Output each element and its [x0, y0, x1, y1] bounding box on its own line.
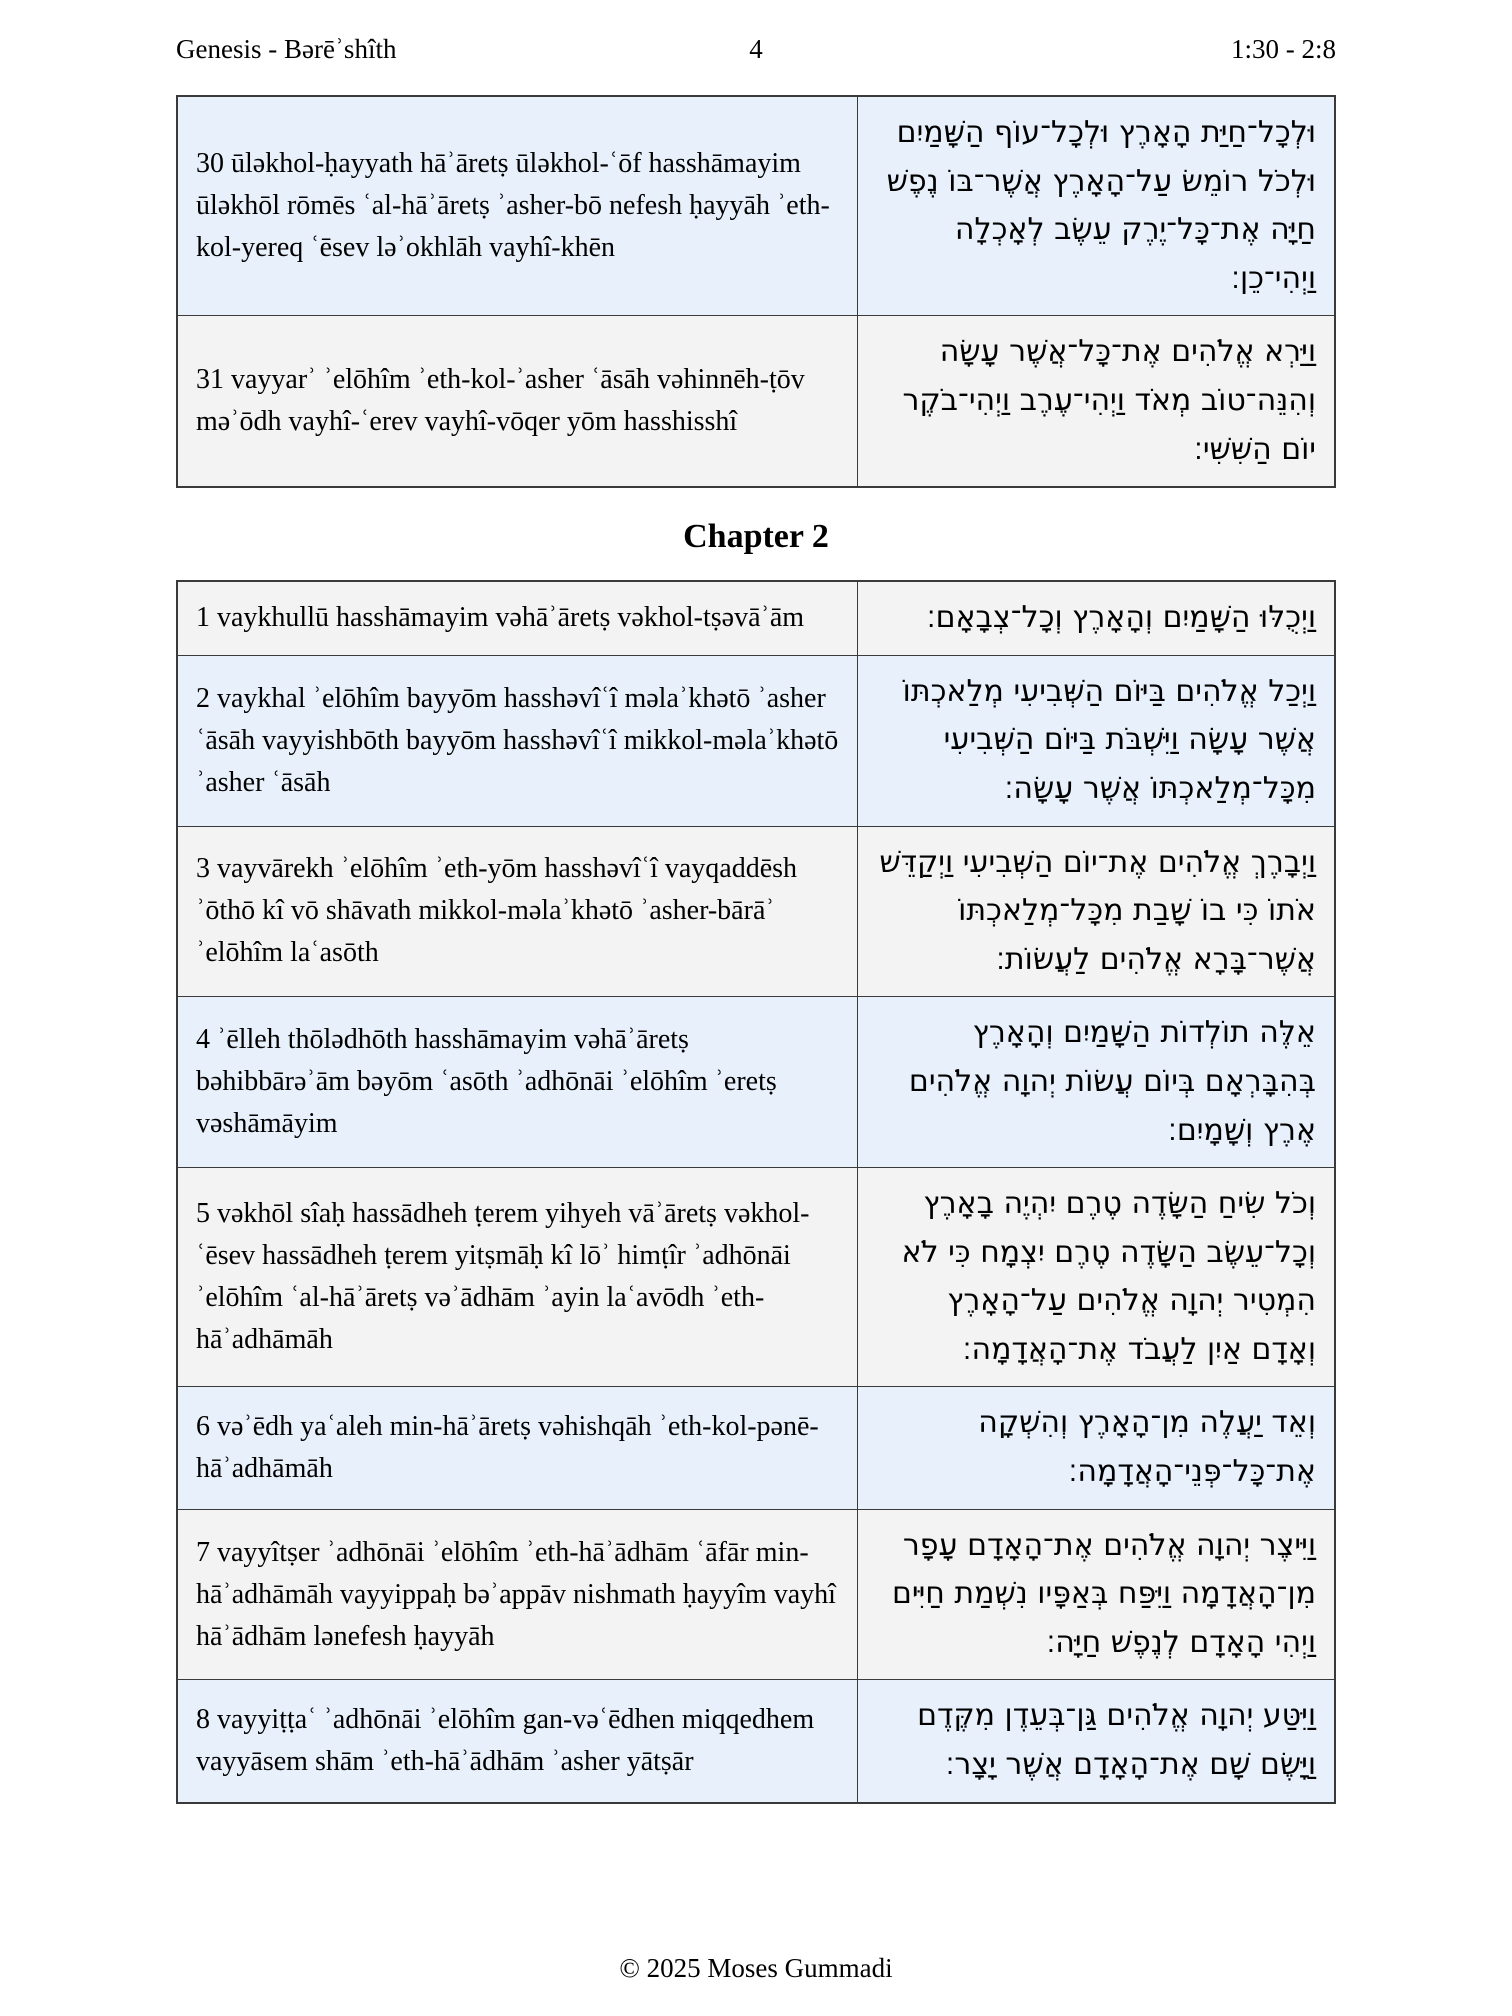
- hebrew-cell: וַיַּרְא אֱלֹהִים אֶת־כָּל־אֲשֶׁר עָשָׂה וְהִנֵּה־טוֹב מְאֹד וַיְהִי־עֶרֶב וַיְהִי־בֹקֶר יוֹם הַשִּׁשִּׁי׃: [857, 316, 1335, 487]
- hebrew-cell: וְכֹל שִׂיחַ הַשָּׂדֶה טֶרֶם יִהְיֶה בָאָרֶץ וְכָל־עֵשֶׂב הַשָּׂדֶה טֶרֶם יִצְמָח כִּי לֹא הִמְטִיר יְהוָה אֱלֹהִים עַל־הָאָרֶץ וְאָדָם אַיִן לַעֲבֹד אֶת־הָאֲדָמָה׃: [857, 1168, 1335, 1387]
- page-number: 4: [749, 34, 763, 64]
- hebrew-cell: וַיְכֻלּוּ הַשָּׁמַיִם וְהָאָרֶץ וְכָל־צְבָאָם׃: [857, 581, 1335, 655]
- hebrew-cell: וּלְכָל־חַיַּת הָאָרֶץ וּלְכָל־עוֹף הַשָּׁמַיִם וּלְכֹל רוֹמֵשׂ עַל־הָאָרֶץ אֲשֶׁר־בּוֹ נֶפֶשׁ חַיָּה אֶת־כָּל־יֶרֶק עֵשֶׂב לְאָכְלָה וַיְהִי־כֵן׃: [857, 96, 1335, 316]
- verse-row-2-1: [177, 581, 1335, 655]
- hebrew-cell: וַיִּיצֶר יְהוָה אֱלֹהִים אֶת־הָאָדָם עָפָר מִן־הָאֲדָמָה וַיִּפַּח בְּאַפָּיו נִשְׁמַת חַיִּים וַיְהִי הָאָדָם לְנֶפֶשׁ חַיָּה׃: [857, 1509, 1335, 1680]
- hebrew-cell: אֵלֶּה תוֹלְדוֹת הַשָּׁמַיִם וְהָאָרֶץ בְּהִבָּרְאָם בְּיוֹם עֲשׂוֹת יְהוָה אֱלֹהִים אֶרֶץ וְשָׁמָיִם׃: [857, 997, 1335, 1168]
- verse-range: 1:30 - 2:8: [1231, 34, 1337, 64]
- transliteration-cell: 1 vaykhullū hasshāmayim vəhāʾāretṣ vəkhol-tṣəvāʾām: [177, 581, 857, 655]
- verse-row-2-7: [177, 1509, 1335, 1680]
- transliteration-cell: 31 vayyarʾ ʾelōhîm ʾeth-kol-ʾasher ʿāsāh vəhinnēh-ṭōv məʾōdh vayhî-ʿerev vayhî-vōqer yōm hasshisshî: [177, 316, 857, 487]
- verse-row-2-3: [177, 826, 1335, 997]
- transliteration-cell: 5 vəkhōl sîaḥ hassādheh ṭerem yihyeh vāʾāretṣ vəkhol-ʿēsev hassādheh ṭerem yitṣmāḥ kî lōʾ himṭîr ʾadhōnāi ʾelōhîm ʿal-hāʾāretṣ vəʾādhām ʾayin laʿavōdh ʾeth-hāʾadhāmāh: [177, 1168, 857, 1387]
- hebrew-cell: וַיְבָרֶךְ אֱלֹהִים אֶת־יוֹם הַשְּׁבִיעִי וַיְקַדֵּשׁ אֹתוֹ כִּי בוֹ שָׁבַת מִכָּל־מְלַאכְתּוֹ אֲשֶׁר־בָּרָא אֱלֹהִים לַעֲשׂוֹת׃: [857, 826, 1335, 997]
- transliteration-cell: 7 vayyîtṣer ʾadhōnāi ʾelōhîm ʾeth-hāʾādhām ʿāfār min-hāʾadhāmāh vayyippaḥ bəʾappāv nishmath ḥayyîm vayhî hāʾādhām lənefesh ḥayyāh: [177, 1509, 857, 1680]
- verse-row-2-5: [177, 1168, 1335, 1387]
- hebrew-cell: וַיְכַל אֱלֹהִים בַּיּוֹם הַשְּׁבִיעִי מְלַאכְתּוֹ אֲשֶׁר עָשָׂה וַיִּשְׁבֹּת בַּיּוֹם הַשְּׁבִיעִי מִכָּל־מְלַאכְתּוֹ אֲשֶׁר עָשָׂה׃: [857, 655, 1335, 826]
- verse-row-1-31: [177, 316, 1335, 487]
- transliteration-cell: 2 vaykhal ʾelōhîm bayyōm hasshəvîʿî məlaʾkhətō ʾasher ʿāsāh vayyishbōth bayyōm hasshəvîʿî mikkol-məlaʾkhətō ʾasher ʿāsāh: [177, 655, 857, 826]
- transliteration-cell: 3 vayvārekh ʾelōhîm ʾeth-yōm hasshəvîʿî vayqaddēsh ʾōthō kî vō shāvath mikkol-məlaʾkhətō ʾasher-bārāʾ ʾelōhîm laʿasōth: [177, 826, 857, 997]
- verse-row-2-6: [177, 1387, 1335, 1509]
- page-header: [176, 34, 1336, 65]
- transliteration-cell: 4 ʾēlleh thōlədhōth hasshāmayim vəhāʾāretṣ bəhibbārəʾām bəyōm ʿasōth ʾadhōnāi ʾelōhîm ʾeretṣ vəshāmāyim: [177, 997, 857, 1168]
- verse-row-2-8: [177, 1680, 1335, 1803]
- verse-row-2-2: [177, 655, 1335, 826]
- hebrew-cell: וַיִּטַּע יְהוָה אֱלֹהִים גַּן־בְּעֵדֶן מִקֶּדֶם וַיָּשֶׂם שָׁם אֶת־הָאָדָם אֲשֶׁר יָצָר׃: [857, 1680, 1335, 1803]
- book-title: Genesis - Bərēʾshîth: [176, 34, 397, 64]
- transliteration-cell: 30 ūləkhol-ḥayyath hāʾāretṣ ūləkhol-ʿōf hasshāmayim ūləkhōl rōmēs ʿal-hāʾāretṣ ʾasher-bō nefesh ḥayyāh ʾeth-kol-yereq ʿēsev ləʾokhlāh vayhî-khēn: [177, 96, 857, 316]
- chapter-heading: Chapter 2: [683, 518, 829, 556]
- verse-row-1-30: [177, 96, 1335, 316]
- verse-table-chapter2: [176, 580, 1336, 1803]
- copyright-notice: © 2025 Moses Gummadi: [619, 1953, 893, 1983]
- transliteration-cell: 6 vəʾēdh yaʿaleh min-hāʾāretṣ vəhishqāh ʾeth-kol-pənē-hāʾadhāmāh: [177, 1387, 857, 1509]
- verse-table-chapter1: [176, 95, 1336, 488]
- transliteration-cell: 8 vayyiṭṭaʿ ʾadhōnāi ʾelōhîm gan-vəʿēdhen miqqedhem vayyāsem shām ʾeth-hāʾādhām ʾasher yātṣār: [177, 1680, 857, 1803]
- verse-row-2-4: [177, 997, 1335, 1168]
- hebrew-cell: וְאֵד יַעֲלֶה מִן־הָאָרֶץ וְהִשְׁקָה אֶת־כָּל־פְּנֵי־הָאֲדָמָה׃: [857, 1387, 1335, 1509]
